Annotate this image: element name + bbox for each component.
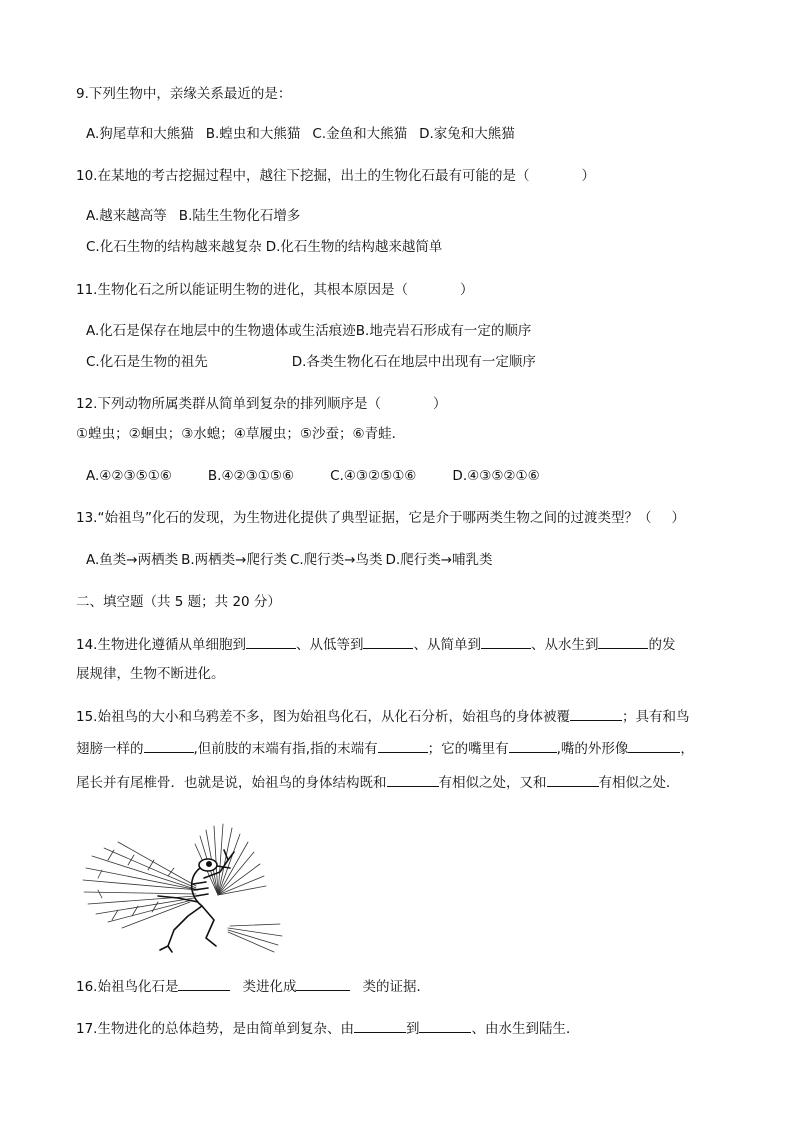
q10-stem: 10.在某地的考古挖掘过程中，越往下挖掘，出土的生物化石最有可能的是（ ） xyxy=(76,168,595,184)
q9-stem: 9.下列生物中，亲缘关系最近的是： xyxy=(76,86,292,102)
q14-line2: 展规律，生物不断进化。 xyxy=(76,666,225,682)
q15-blank-6[interactable] xyxy=(387,772,439,787)
q15-blank-5[interactable] xyxy=(628,738,680,753)
q15-line1: 15.始祖鸟的大小和乌鸦差不多，图为始祖鸟化石，从化石分析，始祖鸟的身体被覆 ；具有和鸟 xyxy=(76,706,689,727)
q14-blank-1[interactable] xyxy=(246,634,296,649)
q12-option-a: A.④②③⑤①⑥ xyxy=(86,468,172,484)
q9-option-b: B.蝗虫和大熊猫 xyxy=(205,126,301,142)
q11-options-row2 xyxy=(86,352,536,372)
q10-option-b: B.陆生生物化石增多 xyxy=(178,208,301,224)
q10-options-row2 xyxy=(86,237,442,257)
q9-options xyxy=(86,124,515,144)
q14-blank-2[interactable] xyxy=(363,634,413,649)
q17-line: 17.生物进化的总体趋势，是由简单到复杂、由 到 、由水生到陆生． xyxy=(76,1018,579,1039)
q13-option-c: C.爬行类→鸟类 xyxy=(289,552,383,568)
q13-option-b: B.两栖类→爬行类 xyxy=(181,552,287,568)
q15-line3: 尾长并有尾椎骨．也就是说，始祖鸟的身体结构既和 有相似之处，又和 有相似之处． xyxy=(76,772,680,793)
q13-stem: 13.“始祖鸟”化石的发现，为生物进化提供了典型证据，它是介于哪两类生物之间的过渡类型？（ ） xyxy=(76,510,685,526)
section-title: 二、填空题（共 5 题；共 20 分） xyxy=(76,594,281,610)
q11-stem: 11.生物化石之所以能证明生物的进化，其根本原因是（ ） xyxy=(76,282,474,298)
q16-line: 16.始祖鸟化石是 类进化成 类的证据． xyxy=(76,976,430,997)
q15-blank-2[interactable] xyxy=(144,738,194,753)
q17-blank-2[interactable] xyxy=(419,1018,471,1033)
q10-options-row1 xyxy=(86,206,300,226)
q15-blank-7[interactable] xyxy=(547,772,599,787)
q14-blank-3[interactable] xyxy=(481,634,531,649)
q12-options xyxy=(86,466,540,486)
q10-option-d: D.化石生物的结构越来越简单 xyxy=(265,239,443,255)
q9-option-a: A.狗尾草和大熊猫 xyxy=(86,126,194,142)
q13-option-d: D.爬行类→哺乳类 xyxy=(385,552,493,568)
q12-option-c: C.④③②⑤①⑥ xyxy=(330,468,417,484)
q17-blank-1[interactable] xyxy=(354,1018,406,1033)
q13-option-a: A.鱼类→两栖类 xyxy=(86,552,179,568)
q11-options-row1 xyxy=(86,321,531,341)
q15-blank-4[interactable] xyxy=(509,738,557,753)
q10-option-a: A.越来越高等 xyxy=(86,208,167,224)
q13-options xyxy=(86,550,493,570)
q12-list: ①蝗虫；②蛔虫；③水螅；④草履虫；⑤沙蚕；⑥青蛙． xyxy=(76,426,406,442)
q11-option-d: D.各类生物化石在地层中出现有一定顺序 xyxy=(291,354,536,370)
q9-option-c: C.金鱼和大熊猫 xyxy=(312,126,408,142)
q14-line1: 14.生物进化遵循从单细胞到 、从低等到 、从简单到 、从水生到 的发 xyxy=(76,634,675,655)
q16-blank-2[interactable] xyxy=(296,976,350,991)
q15-blank-3[interactable] xyxy=(378,738,428,753)
q11-option-c: C.化石是生物的祖先 xyxy=(86,354,208,370)
q11-option-a: A.化石是保存在地层中的生物遗体或生活痕迹 xyxy=(86,323,356,339)
q12-option-b: B.④②③①⑤⑥ xyxy=(207,468,295,484)
q14-blank-4[interactable] xyxy=(598,634,648,649)
q11-option-b: B.地壳岩石形成有一定的顺序 xyxy=(355,323,532,339)
q15-blank-1[interactable] xyxy=(570,706,622,721)
q9-option-d: D.家兔和大熊猫 xyxy=(419,126,515,142)
archaeopteryx-fossil-image xyxy=(78,820,288,955)
q12-stem: 12.下列动物所属类群从简单到复杂的排列顺序是（ ） xyxy=(76,396,447,412)
q10-option-c: C.化石生物的结构越来越复杂 xyxy=(86,239,262,255)
q12-option-d: D.④③⑤②①⑥ xyxy=(452,468,540,484)
q16-blank-1[interactable] xyxy=(178,976,230,991)
q15-line2: 翅膀一样的 ,但前肢的末端有指,指的末端有 ；它的嘴里有 ,嘴的外形像 ， xyxy=(76,738,694,759)
